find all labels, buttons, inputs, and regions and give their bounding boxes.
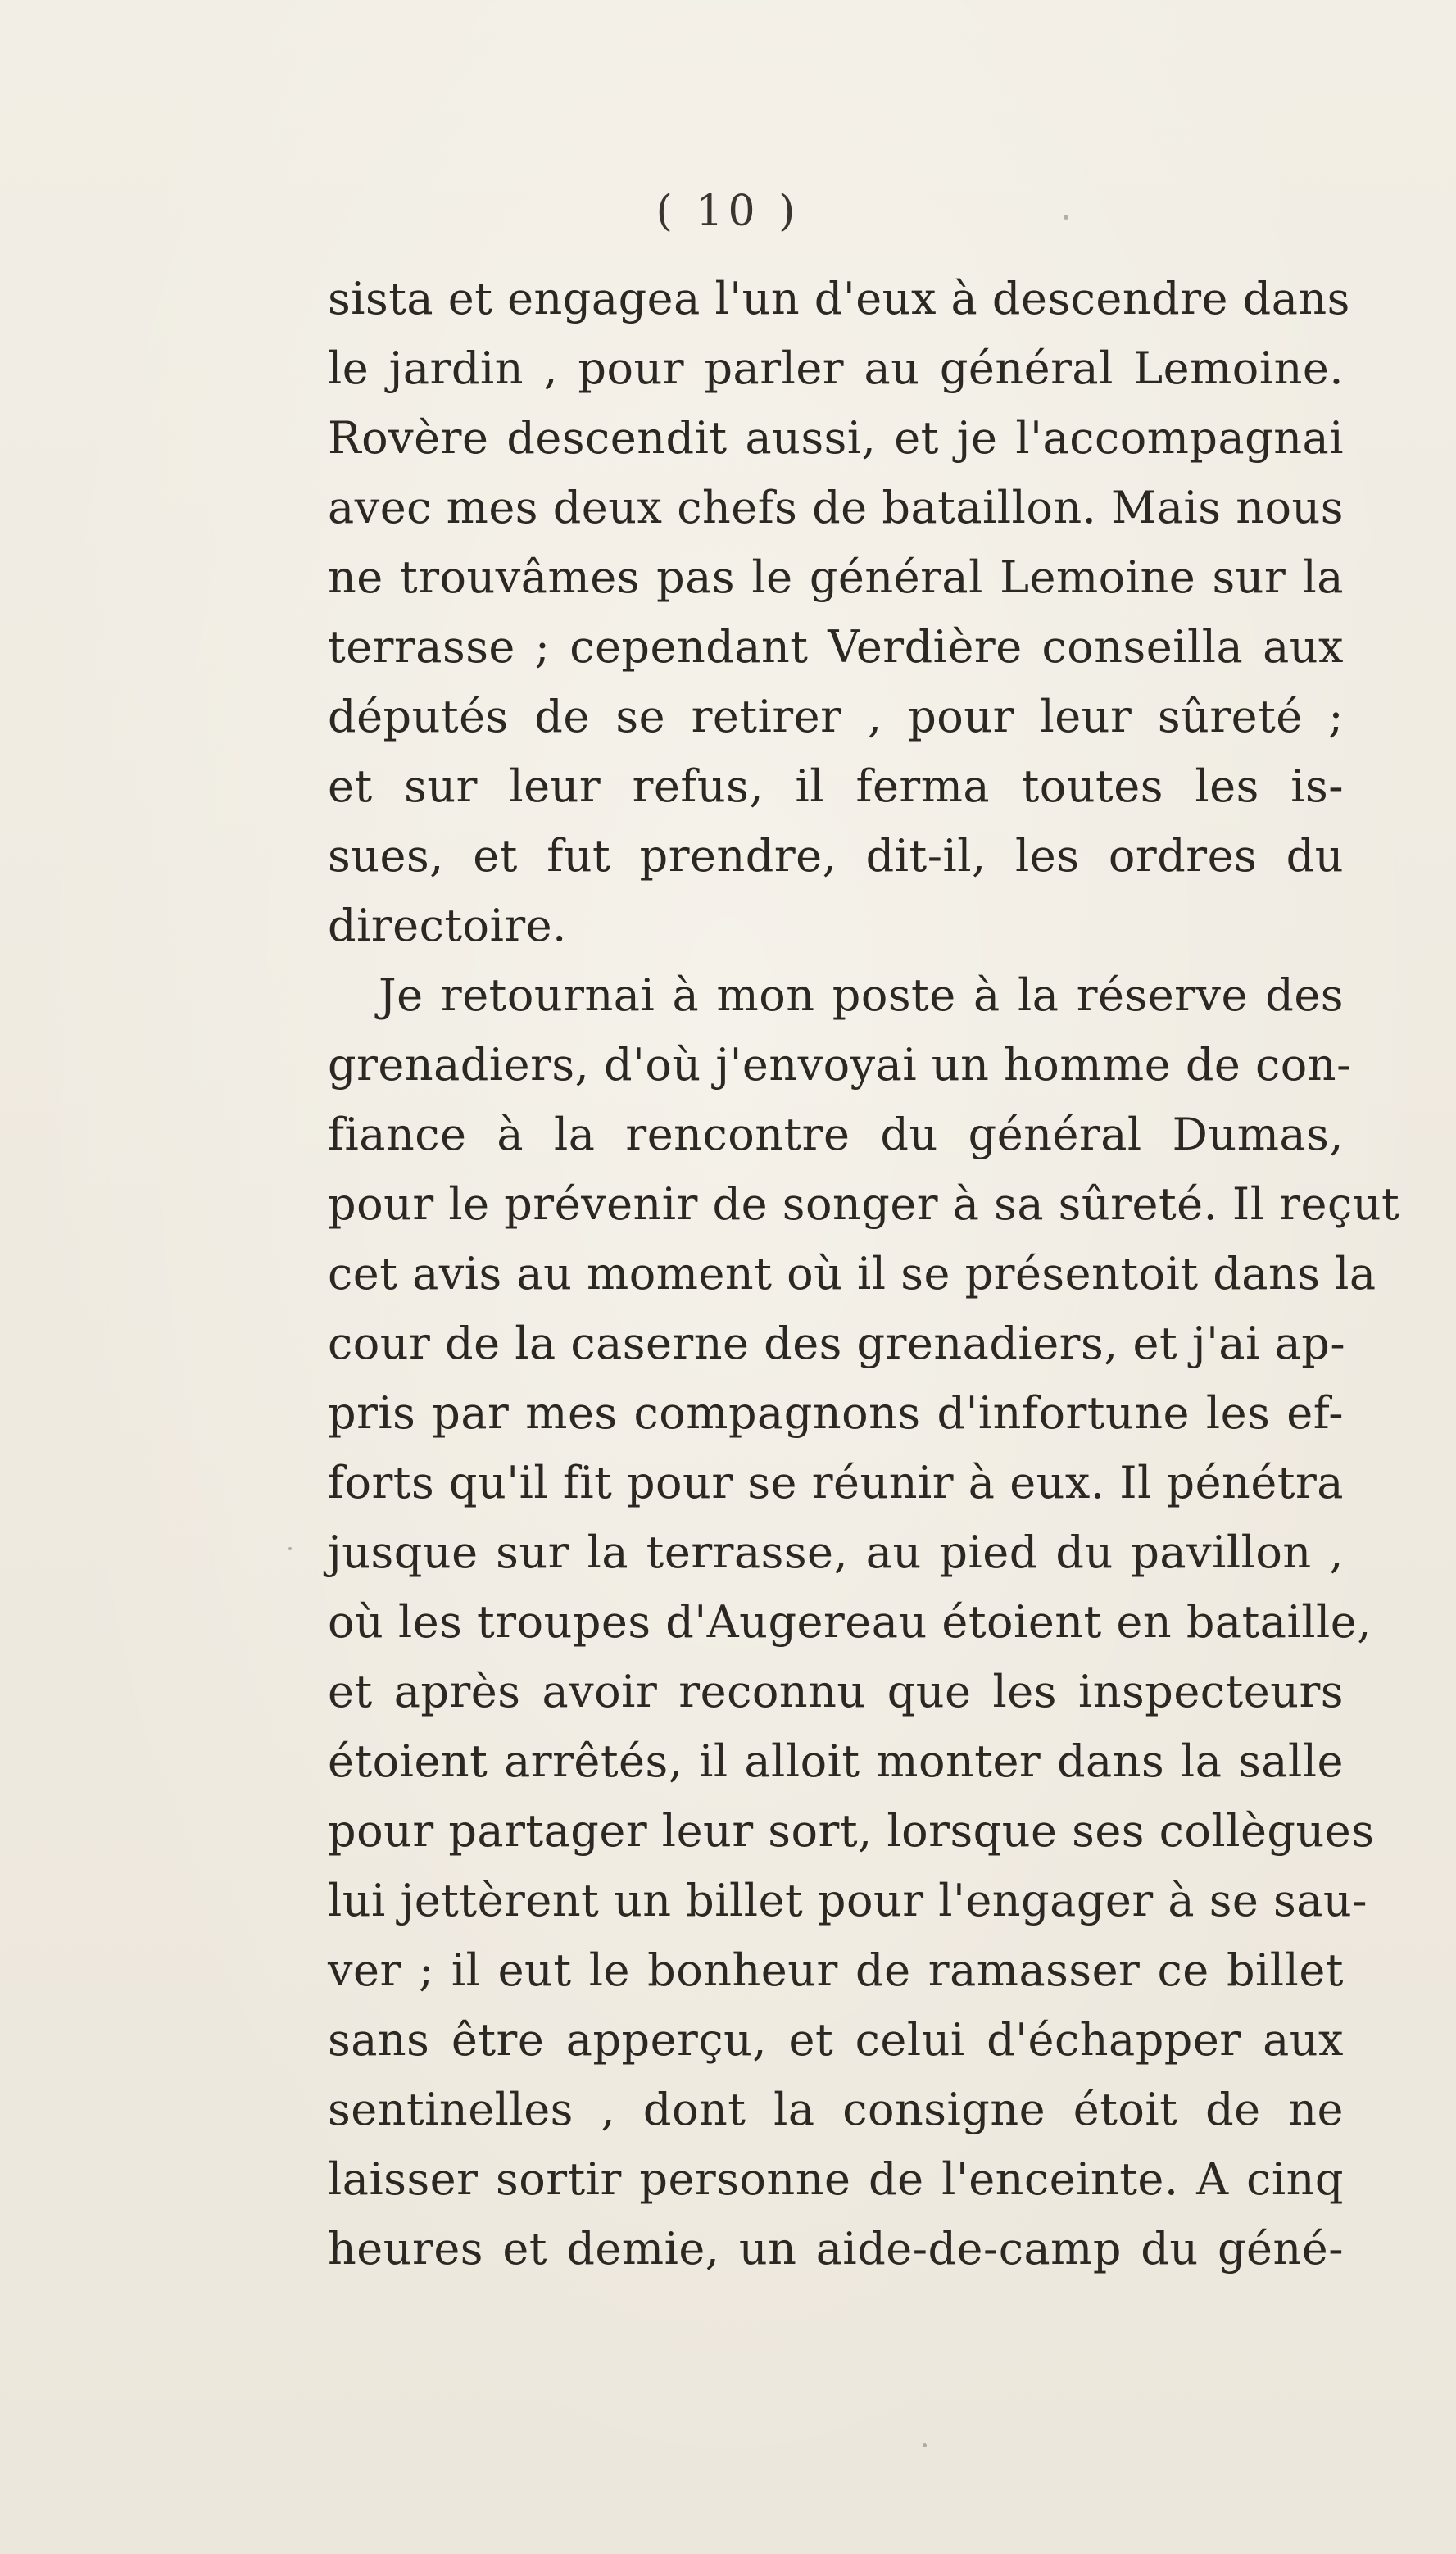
text-line: pris par mes compagnons d'infortune les ef- bbox=[328, 1387, 1344, 1439]
paper-speck bbox=[1064, 215, 1068, 220]
text-line: Rovère descendit aussi, et je l'accompagnai bbox=[328, 412, 1344, 464]
text-line: sentinelles , dont la consigne étoit de ne bbox=[328, 2084, 1344, 2135]
paper-speck bbox=[288, 1547, 292, 1550]
text-line: laisser sortir personne de l'enceinte. A cinq bbox=[328, 2153, 1344, 2205]
paragraph-start-line: Je retournai à mon poste à la réserve des bbox=[379, 969, 1344, 1021]
text-line: lui jettèrent un billet pour l'engager à se sau- bbox=[328, 1875, 1368, 1926]
text-line: sans être apperçu, et celui d'échapper aux bbox=[328, 2014, 1344, 2066]
text-line: avec mes deux chefs de bataillon. Mais nous bbox=[328, 482, 1344, 533]
text-line: étoient arrêtés, il alloit monter dans la salle bbox=[328, 1735, 1344, 1787]
text-line: ver ; il eut le bonheur de ramasser ce billet bbox=[328, 1944, 1344, 1996]
text-line: députés de se retirer , pour leur sûreté ; bbox=[328, 691, 1344, 742]
text-line: heures et demie, un aide-de-camp du géné- bbox=[328, 2223, 1344, 2275]
page-number: ( 10 ) bbox=[655, 187, 801, 236]
text-line: sues, et fut prendre, dit-il, les ordres du bbox=[328, 830, 1344, 882]
text-line: pour partager leur sort, lorsque ses collègues bbox=[328, 1805, 1375, 1857]
text-line: fiance à la rencontre du général Dumas, bbox=[328, 1109, 1344, 1160]
text-line: forts qu'il fit pour se réunir à eux. Il pénétra bbox=[328, 1457, 1344, 1508]
text-line: cour de la caserne des grenadiers, et j'ai ap- bbox=[328, 1318, 1346, 1369]
body-text bbox=[328, 264, 1400, 2284]
text-line: cet avis au moment où il se présentoit dans la bbox=[328, 1248, 1377, 1300]
text-line: grenadiers, d'où j'envoyai un homme de con- bbox=[328, 1039, 1352, 1091]
text-line: directoire. bbox=[328, 900, 567, 951]
text-line: et sur leur refus, il ferma toutes les is- bbox=[328, 760, 1344, 812]
text-line: terrasse ; cependant Verdière conseilla aux bbox=[328, 621, 1344, 673]
text-line: pour le prévenir de songer à sa sûreté. Il reçut bbox=[328, 1178, 1400, 1230]
text-line: le jardin , pour parler au général Lemoine. bbox=[328, 342, 1344, 394]
text-line: jusque sur la terrasse, au pied du pavillon , bbox=[328, 1527, 1344, 1578]
paper-speck bbox=[923, 2443, 927, 2447]
text-line: où les troupes d'Augereau étoient en bataille, bbox=[328, 1596, 1372, 1648]
text-line: sista et engagea l'un d'eux à descendre dans bbox=[328, 273, 1350, 324]
text-line: ne trouvâmes pas le général Lemoine sur la bbox=[328, 551, 1344, 603]
text-line: et après avoir reconnu que les inspecteurs bbox=[328, 1666, 1344, 1717]
